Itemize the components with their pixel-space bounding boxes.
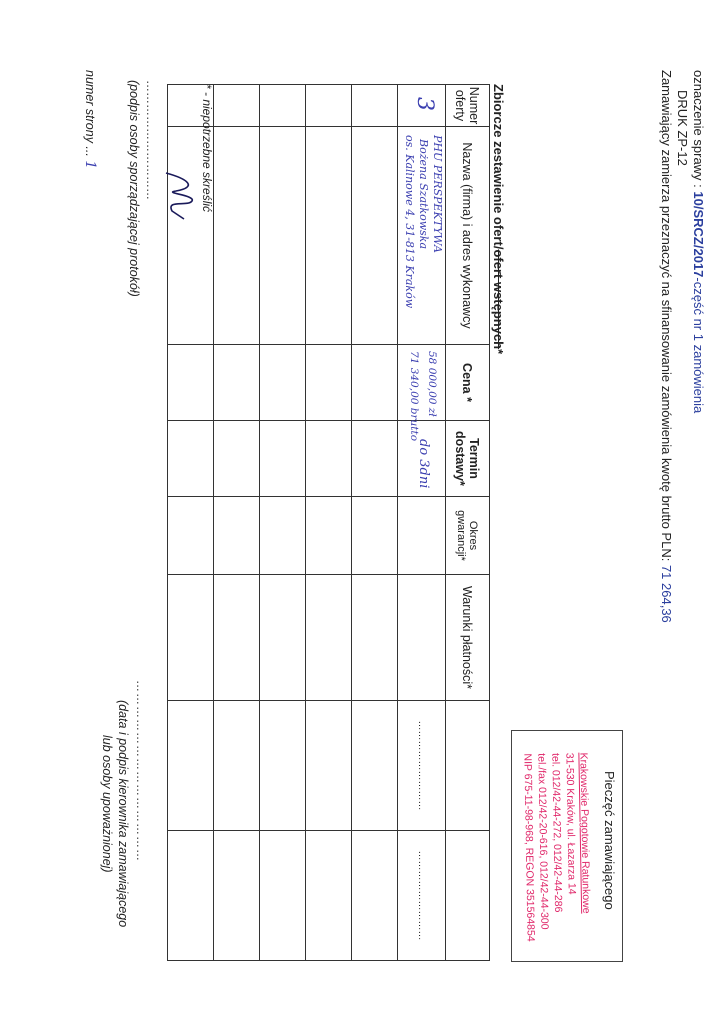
offer-number: 3 <box>412 97 437 111</box>
offer-name-line: Bożena Szatkowska <box>417 139 430 250</box>
section-title-star: * <box>491 349 506 355</box>
offer-price-net: 58 000,00 zł <box>426 351 438 417</box>
stamp-label: Pieczęć zamawiającego <box>602 771 617 910</box>
budget-statement <box>659 70 674 623</box>
offer-name-line: PHU PERSPEKTYWA <box>431 135 444 253</box>
table-row <box>306 85 352 961</box>
offers-table <box>167 84 490 961</box>
stamp-line: tel./fax 012/42-20-616, 012/42-44-300 <box>535 753 551 930</box>
offer-payment-cell <box>398 575 446 701</box>
page-number-label: numer strony ... <box>83 70 97 157</box>
stamp-line: tel. 012/42-44-272, 012/42-44-286 <box>549 752 565 913</box>
table-row <box>260 85 306 961</box>
offer-name <box>402 135 444 308</box>
page-number-value: 1 <box>82 160 98 170</box>
manager-dots: …………………………………… <box>134 680 148 862</box>
page-number <box>82 70 98 169</box>
preparer-caption: (podpis osoby sporządzającej protokół) <box>127 80 141 297</box>
dots-cell: ……………………… <box>398 701 446 831</box>
budget-text: Zamawiający zamierza przeznaczyć na sfinansowanie zamówienia kwotę brutto PLN: <box>659 70 674 562</box>
table-row <box>214 85 260 961</box>
stamp-line: NIP 675-11-98-968, REGON 351564854 <box>521 753 537 942</box>
offer-name-line: os. Kalinowe 4, 31-813 Kraków <box>403 135 416 309</box>
table-header-row <box>446 85 490 961</box>
dots-cell: ……………………… <box>398 831 446 961</box>
case-designation <box>691 70 706 413</box>
stamp-line: 31-530 Kraków, ul. Łazarza 14 <box>563 752 578 895</box>
offer-price-cell <box>398 345 446 442</box>
preparer-signature <box>150 165 206 225</box>
preparer-dots: ………………………… <box>144 80 158 200</box>
col-extra-1 <box>446 701 490 831</box>
offer-price-gross: 71 340,00 brutto <box>408 351 420 442</box>
stamp-line: Krakowskie Pogotowie Ratunkowe <box>577 752 593 914</box>
form-name: DRUK ZP-12 <box>675 90 690 166</box>
offer-name-cell <box>398 127 446 345</box>
col-price: Cena * <box>446 345 490 421</box>
col-payment: Warunki płatności* <box>446 575 490 701</box>
section-title-text: Zbiorcze zestawienie ofert/ <box>491 84 506 250</box>
col-name: Nazwa (firma) i adres wykonawcy <box>446 127 490 345</box>
table-row <box>352 85 398 961</box>
institution-stamp <box>520 752 593 941</box>
offer-delivery: do 3dni <box>416 439 431 489</box>
footnote: * - niepotrzebne skreślić <box>200 84 214 213</box>
offer-warranty-cell <box>398 497 446 575</box>
section-title <box>491 84 506 354</box>
stamp-box <box>511 730 623 962</box>
offer-number-cell <box>398 85 446 127</box>
offer-delivery-cell <box>398 421 446 497</box>
manager-caption-1: (data i podpis kierownika zamawiającego <box>116 700 130 928</box>
table-row <box>398 85 446 961</box>
col-warranty: Okres gwarancji* <box>446 497 490 575</box>
col-number: Numer oferty <box>446 85 490 127</box>
col-delivery: Termin dostawy* <box>446 421 490 497</box>
manager-caption-2: lub osoby upoważnionej) <box>100 735 114 873</box>
section-title-struck: ofert wstępnych <box>491 249 506 350</box>
case-number: 10/SRCZ/2017 <box>691 191 706 278</box>
case-suffix: -część nr 1 zamówienia <box>691 277 706 414</box>
case-label: oznaczenie sprawy : <box>691 70 706 188</box>
col-extra-2 <box>446 831 490 961</box>
budget-amount: 71 264,36 <box>659 564 674 623</box>
